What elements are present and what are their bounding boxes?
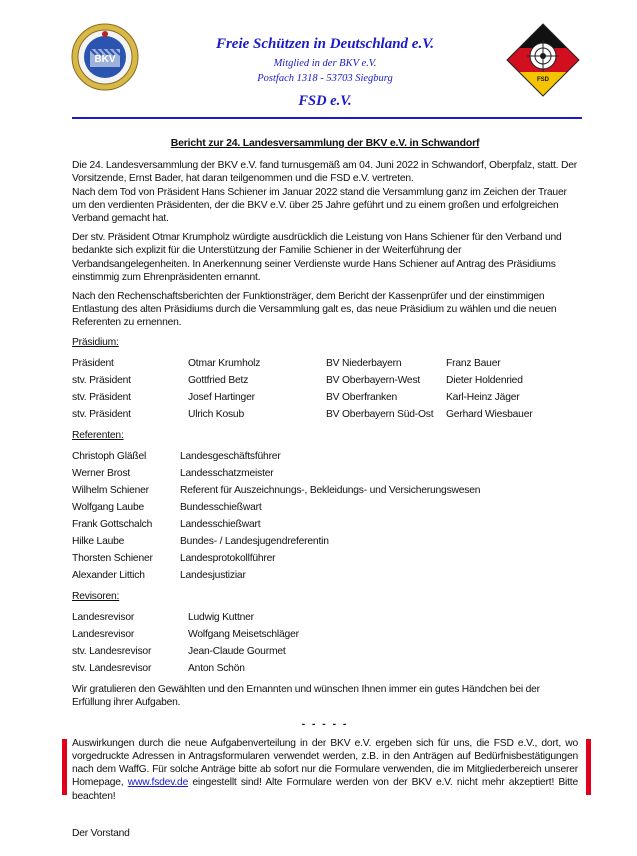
referent-name: Thorsten Schiener: [72, 552, 153, 564]
praesidium-district: BV Oberfranken: [326, 391, 398, 403]
praesidium-name: Gottfried Betz: [188, 374, 249, 386]
referent-name: Alexander Littich: [72, 569, 145, 581]
fsdev-link[interactable]: www.fsdev.de: [127, 777, 189, 789]
praesidium-role: stv. Präsident: [72, 408, 131, 420]
praesidium-heading: Präsidium:: [72, 336, 119, 348]
praesidium-district: BV Oberbayern Süd-Ost: [326, 408, 434, 420]
praesidium-row: [72, 406, 578, 423]
referent-role: Landesprotokollführer: [180, 552, 276, 564]
praesidium-list: [72, 355, 578, 423]
revisor-role: stv. Landesrevisor: [72, 646, 152, 658]
svg-text:FSD: FSD: [537, 77, 549, 83]
referent-row: [72, 482, 578, 499]
referent-row: [72, 499, 578, 516]
notice-tail: eingestellt sind! Alte Formulare werden von der BKV e.V. nicht mehr akzeptiert! Bitte beachten!: [72, 777, 578, 802]
notice-box: [72, 737, 578, 803]
praesidium-name: Otmar Krumholz: [188, 357, 261, 369]
report-body: [72, 137, 578, 840]
referent-name: Werner Brost: [72, 467, 131, 479]
revisor-role: Landesrevisor: [72, 629, 135, 641]
praesidium-name: Ulrich Kosub: [188, 408, 244, 420]
notice-text: [72, 737, 578, 803]
revisor-row: [72, 609, 578, 626]
revisoren-heading: Revisoren:: [72, 591, 120, 603]
revisor-row: [72, 626, 578, 643]
referenten-list: [72, 448, 578, 584]
short-name: FSD e.V.: [298, 93, 352, 109]
praesidium-district-rep: Karl-Heinz Jäger: [446, 391, 520, 403]
referent-row: [72, 550, 578, 567]
praesidium-district-rep: Franz Bauer: [446, 357, 501, 369]
revisor-name: Ludwig Kuttner: [188, 612, 254, 624]
praesidium-role: stv. Präsident: [72, 374, 131, 386]
fsd-logo: [505, 22, 581, 98]
notice-bar-right: [586, 739, 591, 795]
revisor-role: stv. Landesrevisor: [72, 663, 152, 675]
referent-name: Hilke Laube: [72, 535, 125, 547]
praesidium-row: [72, 372, 578, 389]
revisor-name: Wolfgang Meisetschläger: [188, 629, 299, 641]
paragraph-tribute: Der stv. Präsident Otmar Krumpholz würdigte ausdrücklich die Leistung von Hans Schiener für den Verband und bedankte sich explizit für die Unterstützung der Familie Schiener in der Weiterführung der Verbandsangelegenheiten. In Anerkennung seiner Verdienste wurde Hans Schiener auf Antrag des Präsidiums einstimmig zum Ehrenpräsidenten ernannt.: [72, 232, 562, 283]
revisor-role: Landesrevisor: [72, 612, 135, 624]
referent-role: Landesschießwart: [180, 518, 261, 530]
referent-row: [72, 567, 578, 584]
revisoren-list: [72, 609, 578, 677]
referent-role: Bundes- / Landesjugendreferentin: [180, 535, 329, 547]
notice-body: Auswirkungen durch die neue Aufgabenverteilung in der BKV e.V. ergeben sich für uns, die FSD e.V., dort, wo vorgedruckte Adressen in Antragsformularen verwendet werden, z.B. in den Anträgen auf Bedürfnisbestätigungen nach dem WaffG. Für solche Anträge bitte ab sofort nur die Formulare verwenden, die im Mitgliederbereich unserer Homepage,: [72, 737, 578, 789]
org-name: Freie Schützen in Deutschland e.V.: [215, 36, 435, 52]
header-rule: [72, 117, 582, 119]
praesidium-district-rep: Gerhard Wiesbauer: [446, 408, 533, 420]
praesidium-role: stv. Präsident: [72, 391, 131, 403]
closing-paragraph: Wir gratulieren den Gewählten und den Ernannten und wünschen Ihnen immer ein gutes Händchen bei der Erfüllung ihrer Aufgaben.: [72, 684, 540, 709]
revisor-name: Anton Schön: [188, 663, 245, 675]
praesidium-district: BV Niederbayern: [326, 357, 402, 369]
paragraph-intro: Die 24. Landesversammlung der BKV e.V. fand turnusgemäß am 04. Juni 2022 in Schwandorf, Oberpfalz, statt. Der Vorsitzende, Ernst Bader, hat daran teilgenommen und die FSD e.V. vertreten.: [72, 160, 577, 185]
referent-name: Frank Gottschalch: [72, 518, 153, 530]
paragraph-election: Nach den Rechenschaftsberichten der Funktionsträger, dem Bericht der Kassenprüfer und der einstimmigen Entlastung des alten Präsidiums durch die Versammlung galt es, das neue Präsidium zu wählen und die neuen Referenten zu ernennen.: [72, 291, 557, 329]
referent-name: Wolfgang Laube: [72, 501, 145, 513]
referent-role: Landesjustiziar: [180, 569, 246, 581]
praesidium-district: BV Oberbayern-West: [326, 374, 421, 386]
notice-bar-left: [62, 739, 67, 795]
referent-row: [72, 465, 578, 482]
referent-name: Christoph Gläßel: [72, 450, 147, 462]
member-line: Mitglied in der BKV e.V.: [273, 58, 377, 69]
referent-role: Landesgeschäftsführer: [180, 450, 281, 462]
praesidium-district-rep: Dieter Holdenried: [446, 374, 523, 386]
revisor-name: Jean-Claude Gourmet: [188, 646, 286, 658]
referent-role: Landesschatzmeister: [180, 467, 274, 479]
referenten-heading: Referenten:: [72, 429, 124, 441]
address-line: Postfach 1318 - 53703 Siegburg: [257, 73, 393, 84]
report-title: Bericht zur 24. Landesversammlung der BKV e.V. in Schwandorf: [170, 137, 480, 149]
referent-role: Referent für Auszeichnungs-, Bekleidungs- und Versicherungswesen: [180, 484, 481, 496]
praesidium-row: [72, 389, 578, 406]
separator: - - - - -: [301, 718, 349, 730]
referent-row: [72, 448, 578, 465]
praesidium-name: Josef Hartinger: [188, 391, 255, 403]
revisor-row: [72, 660, 578, 677]
praesidium-role: Präsident: [72, 357, 114, 369]
paragraph-mourning: Nach dem Tod von Präsident Hans Schiener im Januar 2022 stand die Versammlung ganz im Zeichen der Trauer um den verdienten Präsidenten, der die BKV e.V. über 25 Jahre geführt und zu einem großen und erfolgreichen Verband gemacht hat.: [72, 186, 567, 225]
svg-text:BKV: BKV: [94, 54, 116, 65]
signoff: Der Vorstand: [72, 827, 130, 839]
bkv-logo: [70, 22, 140, 92]
referent-row: [72, 533, 578, 550]
referent-name: Wilhelm Schiener: [72, 484, 149, 496]
revisor-row: [72, 643, 578, 660]
referent-row: [72, 516, 578, 533]
referent-role: Bundesschießwart: [180, 501, 262, 513]
praesidium-row: [72, 355, 578, 372]
